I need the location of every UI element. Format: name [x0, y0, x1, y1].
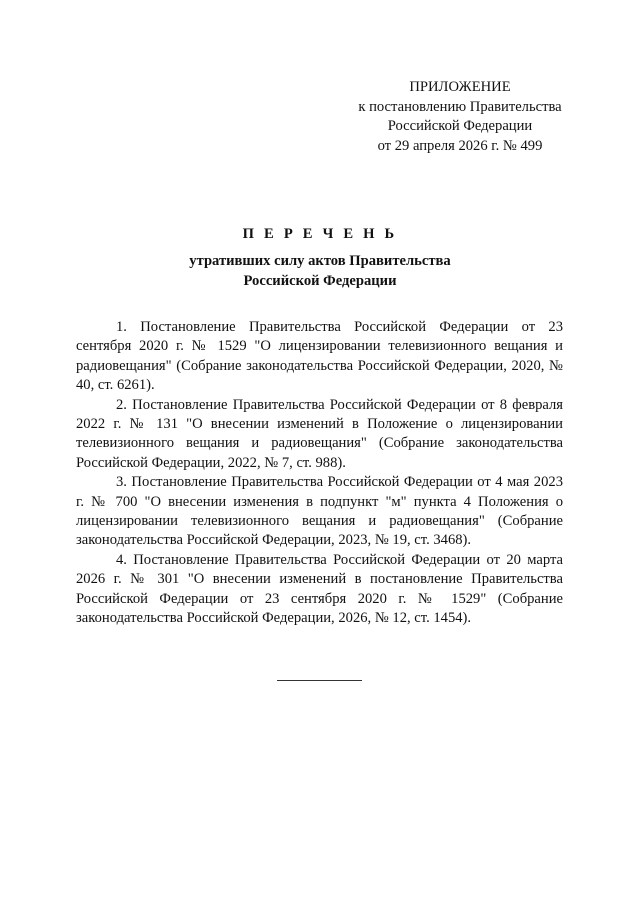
appendix-decree-reference: к постановлению Правительства — [358, 98, 562, 115]
list-item — [76, 318, 563, 396]
document-subtitle-line-1: утративших силу актов Правительства — [189, 253, 451, 269]
acts-list — [76, 318, 563, 629]
list-item-text: 4. Постановление Правительства Российской Федерации от 20 марта 2026 г. № 301 "О внесении изменений в постановление Правительства Российской Федерации от 23 сентября 2020 г. № 1529" (Собрание законодательства Российской Федерации, 2026, № 12, ст. 1454). — [76, 551, 563, 627]
appendix-government-name: Российской Федерации — [387, 118, 533, 134]
document-subtitle — [0, 252, 640, 291]
list-item-text: 1. Постановление Правительства Российской Федерации от 23 сентября 2020 г. № 1529 "О лицензировании телевизионного вещания и радиовещания" (Собрание законодательства Российской Федерации, 2020, № 40, ст. 6261). — [76, 319, 563, 394]
list-item — [76, 551, 563, 629]
document-heading — [0, 224, 640, 291]
closing-divider — [277, 680, 362, 681]
document-subtitle-line-2: Российской Федерации — [243, 272, 397, 289]
appendix-header — [340, 78, 580, 156]
list-item-text: 3. Постановление Правительства Российской Федерации от 4 мая 2023 г. № 700 "О внесении изменения в подпункт "м" пункта 4 Положения о лицензировании телевизионного вещания и радиовещания" (Собрание законодательства Российской Федерации, 2023, № 19, ст. 3468). — [76, 474, 563, 549]
list-item-text: 2. Постановление Правительства Российской Федерации от 8 февраля 2022 г. № 131 "О внесении изменений в Положение о лицензировании телевизионного вещания и радиовещания" (Собрание законодательства Российской Федерации, 2022, № 7, ст. 988). — [76, 396, 563, 471]
list-item — [76, 473, 563, 551]
document-title: П Е Р Е Ч Е Н Ь — [242, 226, 398, 242]
appendix-decree-date-number: от 29 апреля 2026 г. № 499 — [377, 137, 543, 154]
appendix-label: ПРИЛОЖЕНИЕ — [409, 79, 511, 95]
list-item — [76, 396, 563, 474]
